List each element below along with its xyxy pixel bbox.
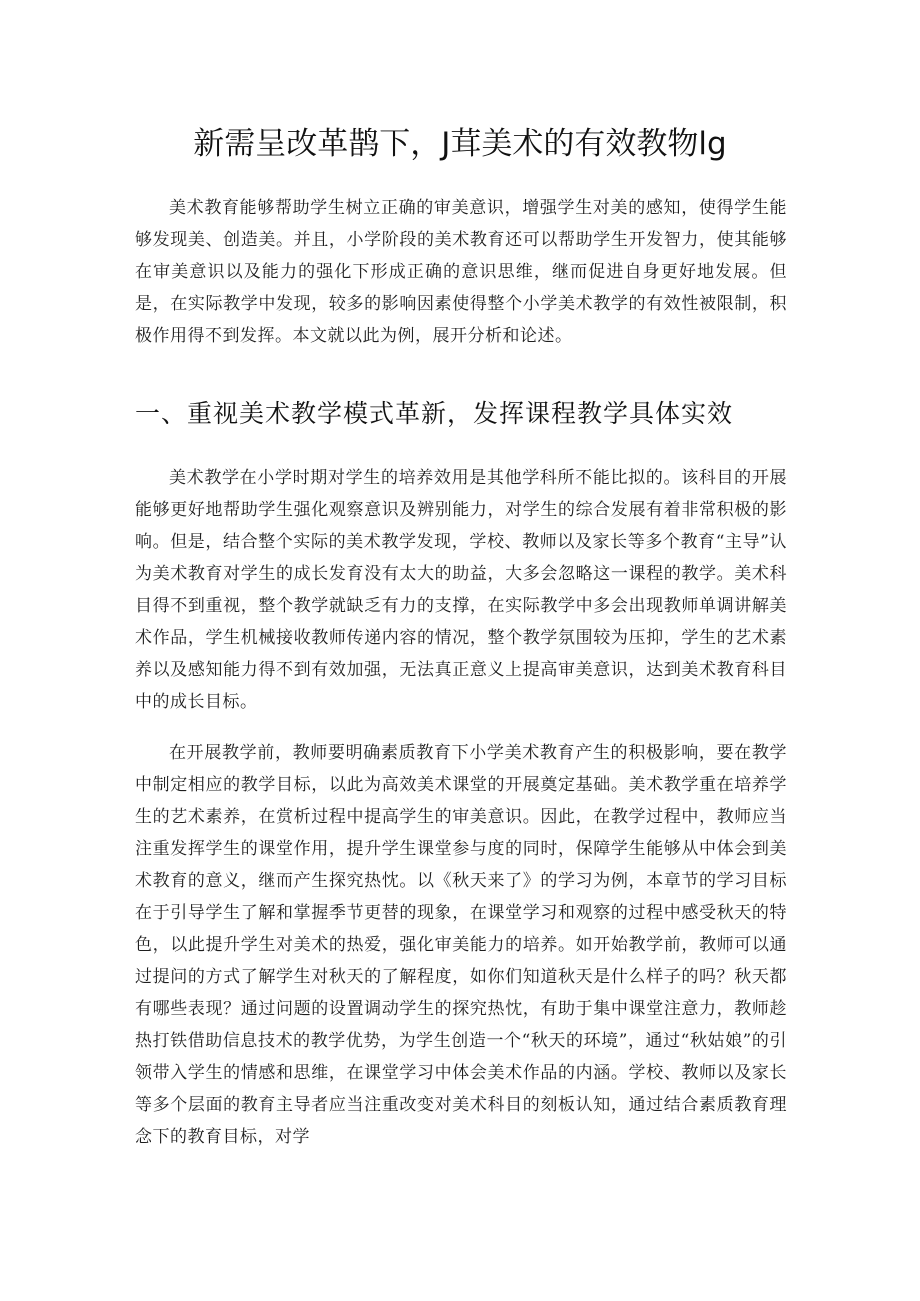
intro-paragraph: 美术教育能够帮助学生树立正确的审美意识，增强学生对美的感知，使得学生能够发现美、创造美。并且，小学阶段的美术教育还可以帮助学生开发智力，使其能够在审美意识以及能力的强化下形成正确的意识思维，继而促进自身更好地发展。但是，在实际教学中发现，较多的影响因素使得整个小学美术教学的有效性被限制，积极作用得不到发挥。本文就以此为例，展开分析和论述。 [135,198,787,346]
body-paragraph-2: 在开展教学前，教师要明确素质教育下小学美术教育产生的积极影响，要在教学中制定相应的教学目标，以此为高效美术课堂的开展奠定基础。美术教学重在培养学生的艺术素养，在赏析过程中提高学生的审美意识。因此，在教学过程中，教师应当注重发挥学生的课堂作用，提升学生课堂参与度的同时，保障学生能够从中体会到美术教育的意义，继而产生探究热忱。以《秋天来了》的学习为例，本章节的学习目标在于引导学生了解和掌握季节更替的现象，在课堂学习和观察的过程中感受秋天的特色，以此提升学生对美术的热爱，强化审美能力的培养。如开始教学前，教师可以通过提问的方式了解学生对秋天的了解程度，如你们知道秋天是什么样子的吗？秋天都有哪些表现？通过问题的设置调动学生的探究热忱，有助于集中课堂注意力，教师趁热打铁借助信息技术的教学优势，为学生创造一个“秋天的环境”，通过“秋姑娘”的引领带入学生的情感和思维，在课堂学习中体会美术作品的内涵。学校、教师以及家长等多个层面的教育主导者应当注重改变对美术科目的刻板认知，通过结合素质教育理念下的教育目标，对学 [135,743,787,1147]
body-paragraph-1: 美术教学在小学时期对学生的培养效用是其他学科所不能比拟的。该科目的开展能够更好地帮助学生强化观察意识及辨别能力，对学生的综合发展有着非常积极的影响。但是，结合整个实际的美术教学发现，学校、教师以及家长等多个教育“主导”认为美术教育对学生的成长发育没有太大的助益，大多会忽略这一课程的教学。美术科目得不到重视，整个教学就缺乏有力的支撑，在实际教学中多会出现教师单调讲解美术作品，学生机械接收教师传递内容的情况，整个教学氛围较为压抑，学生的艺术素养以及感知能力得不到有效加强，无法真正意义上提高审美意识，达到美术教育科目中的成长目标。 [135,468,787,712]
section-heading: 一、重视美术教学模式革新，发挥课程教学具体实效 [135,399,734,428]
document-title: 新需呈改革鹊下，J茸美术的有效教物lg [193,126,727,162]
